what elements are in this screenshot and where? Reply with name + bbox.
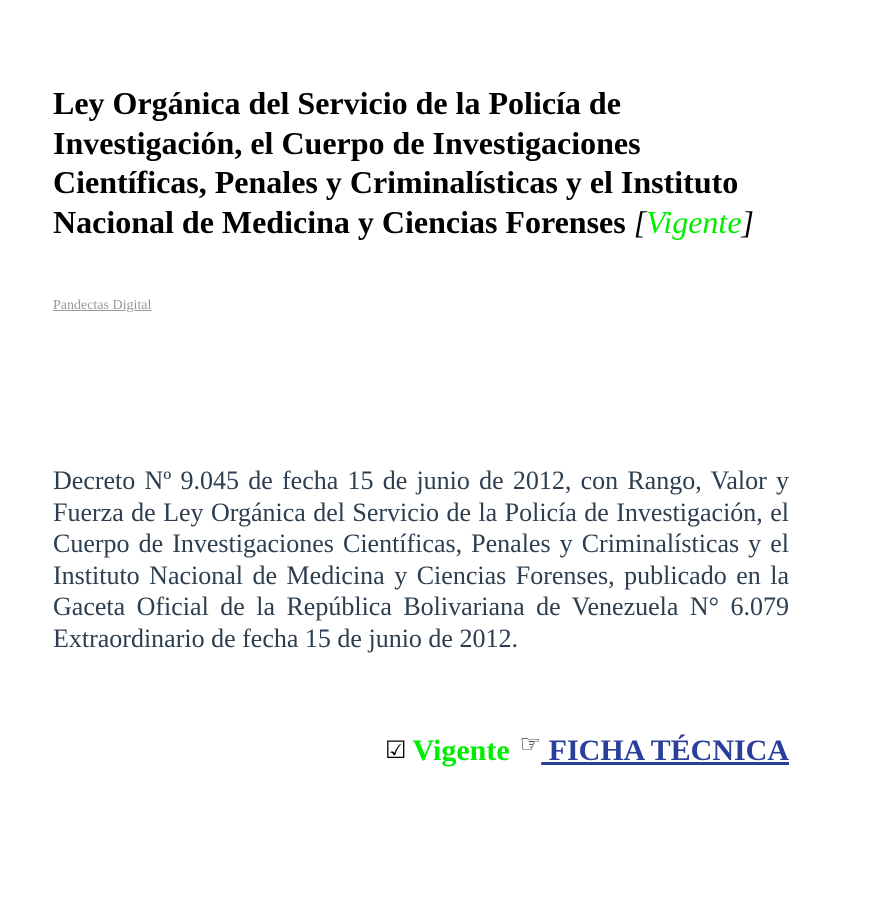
page-title (53, 84, 793, 242)
checkbox-checked-icon: ☑ (384, 736, 407, 764)
decree-paragraph: Decreto Nº 9.045 de fecha 15 de junio de 2012, con Rango, Valor y Fuerza de Ley Orgánica del Servicio de la Policía de Investigación, el Cuerpo de Investigaciones Científicas, Penales y Criminalísticas y el Instituto Nacional de Medicina y Ciencias Forenses, publicado en la Gaceta Oficial de la República Bolivariana de Venezuela N° 6.079 Extraordinario de fecha 15 de junio de 2012. (53, 466, 789, 653)
source-link[interactable]: Pandectas Digital (53, 298, 152, 313)
title-text: Ley Orgánica del Servicio de la Policía de Investigación, el Cuerpo de Investigaciones Científicas, Penales y Criminalísticas y el Instituto Nacional de Medicina y Ciencias Forenses (53, 85, 739, 240)
status-footer (385, 724, 789, 771)
title-status-badge: Vigente (646, 203, 742, 240)
title-status-close: ] (741, 203, 754, 240)
status-label: Vigente (412, 734, 510, 767)
ficha-tecnica-link[interactable]: FICHA TÉCNICA (541, 734, 789, 767)
title-status-open: [ (625, 203, 647, 240)
pointing-hand-icon: ☞ (519, 730, 542, 758)
